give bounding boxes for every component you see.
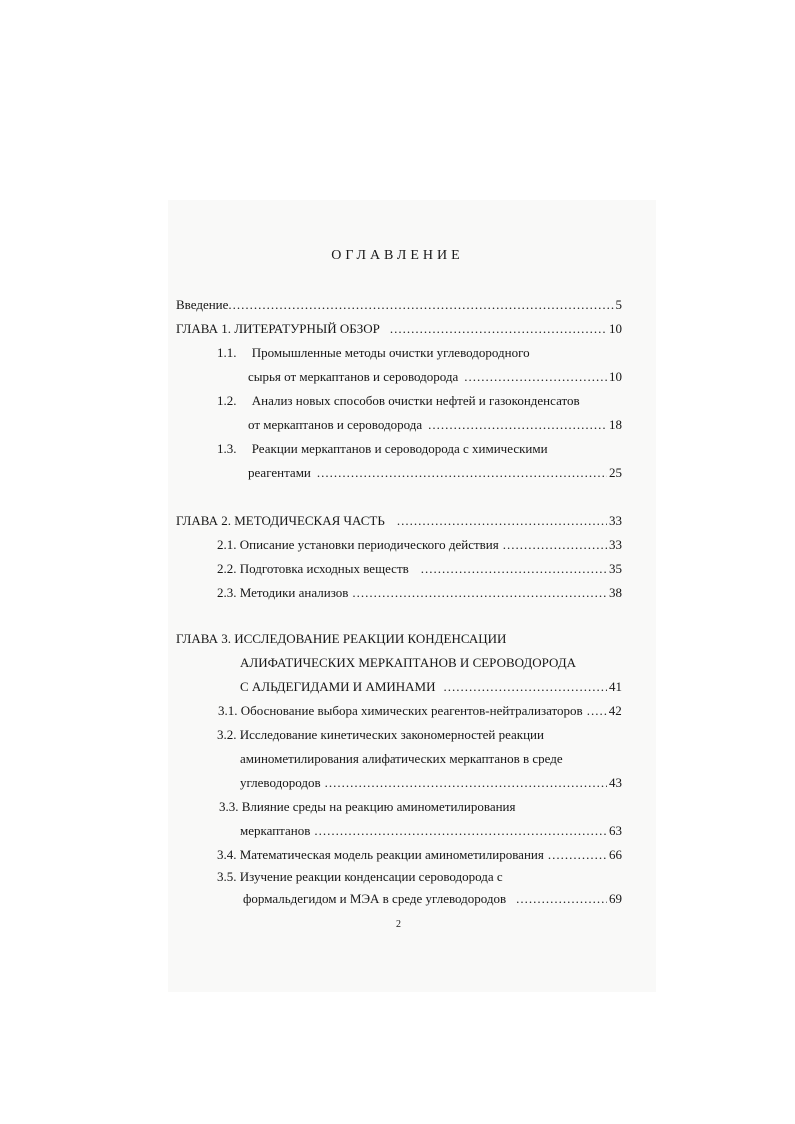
toc-entry-page: 10 — [609, 369, 622, 384]
toc-entry-page: 5 — [615, 297, 622, 312]
toc-entry — [218, 703, 622, 719]
toc-entry — [243, 891, 622, 907]
toc-entry — [217, 847, 622, 863]
toc-entry-text: ГЛАВА 2. МЕТОДИЧЕСКАЯ ЧАСТЬ — [176, 513, 385, 528]
toc-entry-page: 33 — [609, 513, 622, 528]
toc-entry-text: сырья от меркаптанов и сероводорода — [248, 369, 459, 384]
toc-entry-text: ГЛАВА 1. ЛИТЕРАТУРНЫЙ ОБЗОР — [176, 321, 380, 336]
toc-entry-page: 18 — [609, 417, 622, 432]
toc-entry-page: 66 — [609, 847, 622, 862]
toc-entry — [217, 393, 580, 409]
toc-entry — [176, 297, 622, 313]
toc-entry-page: 69 — [609, 891, 622, 906]
toc-entry-chapter — [176, 321, 622, 337]
toc-entry-text: формальдегидом и МЭА в среде углеводородов — [243, 891, 507, 906]
toc-entry-text: меркаптанов — [240, 823, 311, 838]
toc-entry-text: 2.1. Описание установки периодического действия — [217, 537, 499, 552]
toc-entry-page: 63 — [609, 823, 622, 838]
toc-entry — [217, 441, 548, 457]
toc-entry — [217, 561, 622, 577]
toc-entry-text: АЛИФАТИЧЕСКИХ МЕРКАПТАНОВ И СЕРОВОДОРОДА — [240, 655, 577, 670]
toc-entry-chapter — [176, 513, 622, 529]
toc-entry-number: 1.1. — [217, 345, 237, 360]
toc-entry-text: Анализ новых способов очистки нефтей и газоконденсатов — [251, 393, 580, 408]
toc-entry-text: 3.3. Влияние среды на реакцию аминометилирования — [219, 799, 516, 814]
toc-entry-text: Реакции меркаптанов и сероводорода с химическими — [251, 441, 548, 456]
toc-entry-text: аминометилирования алифатических меркаптанов в среде — [240, 751, 563, 766]
toc-entry — [248, 465, 622, 481]
toc-entry — [240, 775, 622, 791]
toc-entry-chapter-cont — [240, 655, 576, 671]
page-title: ОГЛАВЛЕНИЕ — [331, 248, 464, 263]
toc-entry-page: 25 — [609, 465, 622, 480]
toc-entry-text: 3.2. Исследование кинетических закономерностей реакции — [217, 727, 544, 742]
toc-entry — [248, 369, 622, 385]
toc-entry-page: 33 — [609, 537, 622, 552]
toc-entry-text: 3.5. Изучение реакции конденсации сероводорода с — [217, 869, 503, 884]
toc-entry-text: 3.1. Обоснование выбора химических реагентов-нейтрализаторов — [218, 703, 583, 718]
toc-entry — [217, 869, 503, 885]
toc-entry-page: 43 — [609, 775, 622, 790]
toc-entry-number: 1.2. — [217, 393, 237, 408]
toc-entry — [217, 727, 544, 743]
toc-entry-chapter — [176, 631, 506, 647]
page-number: 2 — [396, 919, 401, 930]
toc-entry-text: С АЛЬДЕГИДАМИ И АМИНАМИ — [240, 679, 436, 694]
toc-entry-page: 42 — [608, 703, 622, 718]
toc-entry-text: реагентами — [248, 465, 311, 480]
toc-entry-text: углеводородов — [240, 775, 321, 790]
toc-entry — [217, 345, 530, 361]
toc-entry — [217, 585, 622, 601]
toc-entry-text: 2.3. Методики анализов — [217, 585, 349, 600]
toc-entry-text: от меркаптанов и сероводорода — [248, 417, 423, 432]
toc-entry — [240, 823, 622, 839]
toc-entry-page: 10 — [609, 321, 622, 336]
toc-entry-text: Промышленные методы очистки углеводородного — [251, 345, 530, 360]
toc-entry-page: 35 — [609, 561, 622, 576]
toc-entry-page: 41 — [609, 679, 622, 694]
toc-entry-text: 3.4. Математическая модель реакции аминометилирования — [217, 847, 544, 862]
toc-entry-chapter-cont — [240, 679, 622, 695]
toc-entry-text: ГЛАВА 3. ИССЛЕДОВАНИЕ РЕАКЦИИ КОНДЕНСАЦИИ — [176, 631, 507, 646]
toc-entry-text: 2.2. Подготовка исходных веществ — [217, 561, 409, 576]
toc-entry-number: 1.3. — [217, 441, 237, 456]
toc-entry — [219, 799, 516, 815]
toc-entry-text: Введение — [176, 297, 229, 312]
toc-entry — [217, 537, 622, 553]
toc-entry-page: 38 — [609, 585, 622, 600]
toc-entry — [240, 751, 563, 767]
toc-entry — [248, 417, 622, 433]
